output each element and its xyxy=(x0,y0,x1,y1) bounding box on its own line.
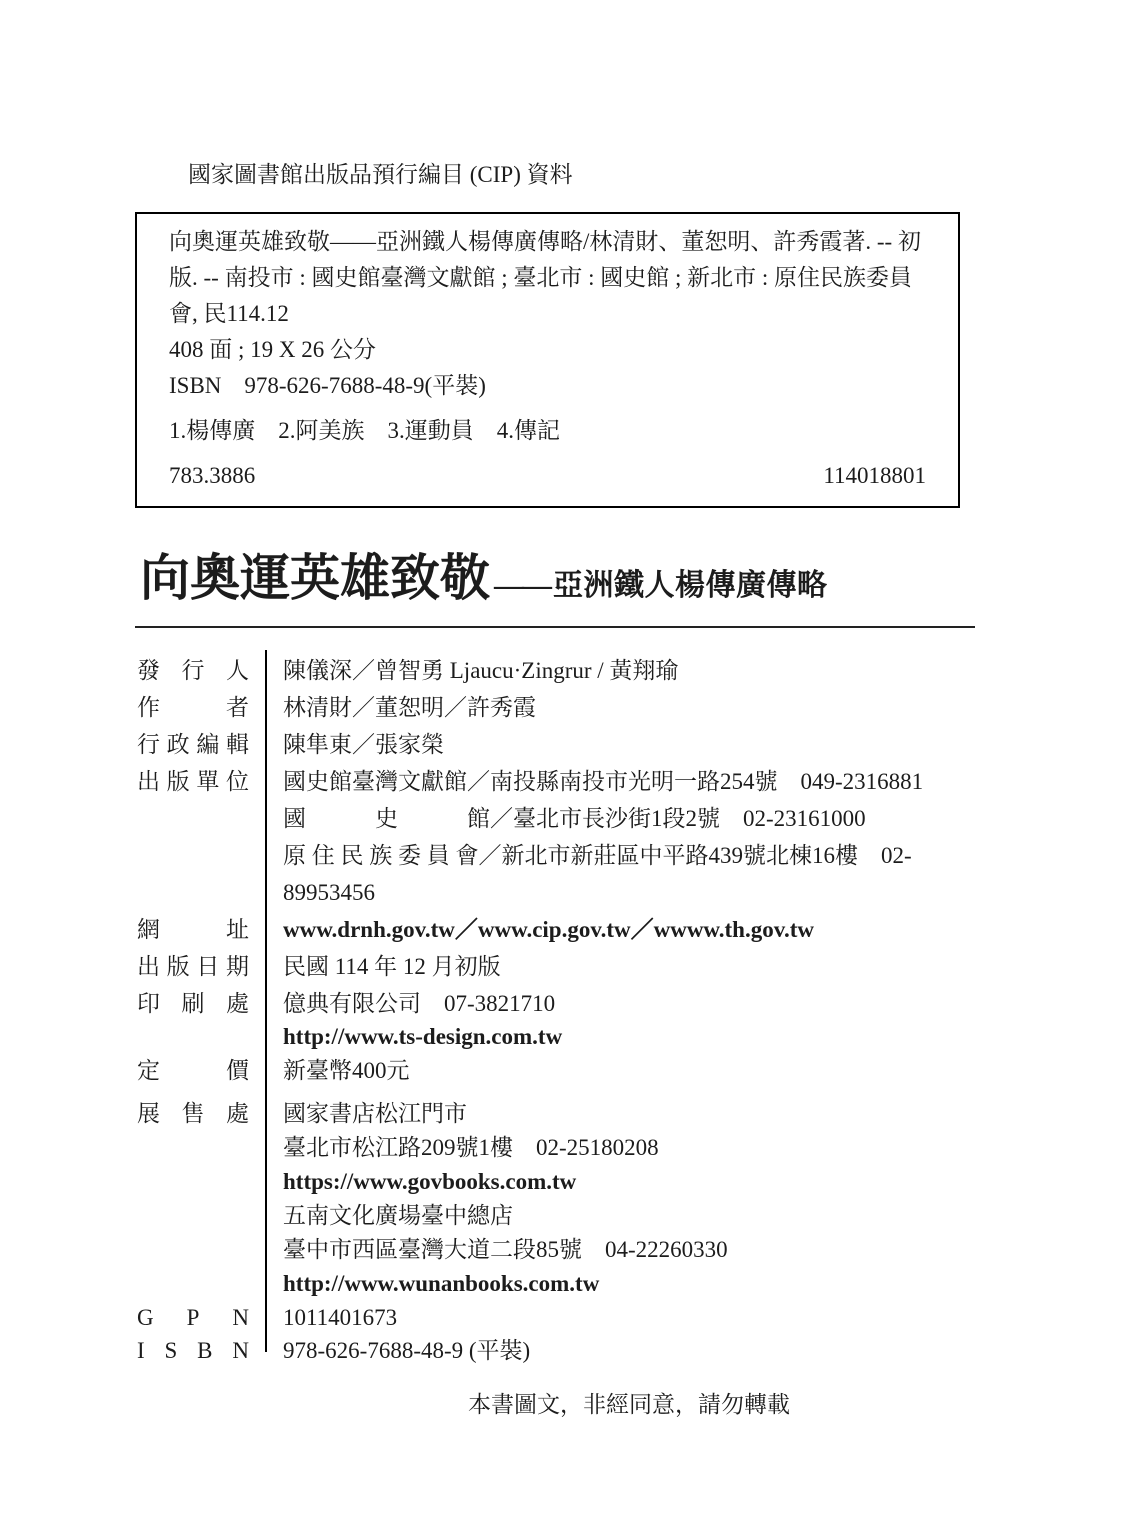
copyright-notice: 本書圖文，非經同意，請勿轉載 xyxy=(468,1392,790,1417)
cip-class-number: 783.3886 xyxy=(169,463,256,488)
cip-record-number: 114018801 xyxy=(823,463,926,488)
colophon-value-line: 陳隼東／張家榮 xyxy=(283,732,444,757)
book-title-main: 向奧運英雄致敬 xyxy=(140,550,490,606)
colophon-value-line: 國史館臺灣文獻館／南投縣南投市光明一路254號 049-2316881 xyxy=(283,769,924,794)
colophon-value-line: 民國 114 年 12 月初版 xyxy=(283,954,501,979)
title-divider xyxy=(135,626,975,628)
colophon-row-isbn xyxy=(137,1334,975,1367)
book-title-dash: —— xyxy=(494,569,550,602)
colophon-value-line: 臺中市西區臺灣大道二段85號 04-22260330 xyxy=(283,1237,728,1262)
colophon-value-line: www.drnh.gov.tw／www.cip.gov.tw／wwww.th.gov.tw xyxy=(283,917,814,942)
colophon-value-line: 原 住 民 族 委 員 會／新北市新莊區中平路439號北棟16樓 02-89953456 xyxy=(283,843,912,905)
colophon-row-editors xyxy=(137,726,975,763)
colophon-value-line: 國 史 館／臺北市長沙街1段2號 02-23161000 xyxy=(283,806,866,831)
colophon-row-price xyxy=(137,1052,975,1089)
colophon-value-line: 陳儀深／曾智勇 Ljaucu·Zingrur / 黃翔瑜 xyxy=(283,658,679,683)
cip-line-subjects: 1.楊傳廣 2.阿美族 3.運動員 4.傳記 xyxy=(169,418,560,443)
colophon-label: I S B N xyxy=(137,1338,249,1363)
colophon-value-line: 臺北市松江路209號1樓 02-25180208 xyxy=(283,1135,659,1160)
colophon-value-line: 978-626-7688-48-9 (平裝) xyxy=(283,1338,531,1363)
colophon-value-line: 林清財／董恕明／許秀霞 xyxy=(283,695,536,720)
cip-box xyxy=(135,212,960,508)
colophon-label: 印 刷 處 xyxy=(137,991,249,1016)
cip-bottom-row xyxy=(169,458,932,494)
cip-line: 向奧運英雄致敬——亞洲鐵人楊傳廣傳略/林清財、董恕明、許秀霞著. -- 初 xyxy=(169,229,921,254)
colophon-label: 作 者 xyxy=(137,695,249,720)
colophon-row-authors xyxy=(137,689,975,726)
cip-line: 408 面 ; 19 X 26 公分 xyxy=(169,337,376,362)
colophon-value-line: http://www.ts-design.com.tw xyxy=(283,1024,563,1049)
colophon-value-line: http://www.wunanbooks.com.tw xyxy=(283,1271,600,1296)
colophon-row-website xyxy=(137,911,975,948)
cip-line-isbn: ISBN 978-626-7688-48-9(平裝) xyxy=(169,373,486,398)
colophon-row-retail-outlets xyxy=(137,1097,975,1301)
book-title xyxy=(140,538,1122,610)
book-title-subtitle: 亞洲鐵人楊傳廣傳略 xyxy=(553,569,828,602)
colophon-value-line: 1011401673 xyxy=(283,1305,398,1330)
colophon-row-publishing-units xyxy=(137,763,975,911)
colophon-label: 定 價 xyxy=(137,1058,249,1083)
colophon-value-line: https://www.govbooks.com.tw xyxy=(283,1169,577,1194)
colophon-value-line: 億典有限公司 07-3821710 xyxy=(283,991,556,1016)
colophon-label: G P N xyxy=(137,1305,249,1330)
colophon-label: 網 址 xyxy=(137,917,249,942)
cip-line: 會, 民114.12 xyxy=(169,301,289,326)
colophon-label: 行 政 編 輯 xyxy=(137,732,249,757)
colophon-table xyxy=(137,652,975,1367)
cip-header-title: 國家圖書館出版品預行編目 (CIP) 資料 xyxy=(188,162,573,187)
colophon-label: 出 版 單 位 xyxy=(137,769,249,794)
colophon-label: 展 售 處 xyxy=(137,1101,249,1126)
colophon-value-line: 國家書店松江門市 xyxy=(283,1101,467,1126)
colophon-row-publisher xyxy=(137,652,975,689)
cip-line: 版. -- 南投市 : 國史館臺灣文獻館 ; 臺北市 : 國史館 ; 新北市 : 原住民族委員 xyxy=(169,265,913,290)
colophon-row-printer xyxy=(137,985,975,1052)
colophon-label: 發 行 人 xyxy=(137,658,249,683)
colophon-row-publish-date xyxy=(137,948,975,985)
colophon-value-line: 五南文化廣場臺中總店 xyxy=(283,1203,513,1228)
colophon-label: 出 版 日 期 xyxy=(137,954,249,979)
colophon-row-gpn xyxy=(137,1301,975,1334)
colophon-value-line: 新臺幣400元 xyxy=(283,1058,410,1083)
